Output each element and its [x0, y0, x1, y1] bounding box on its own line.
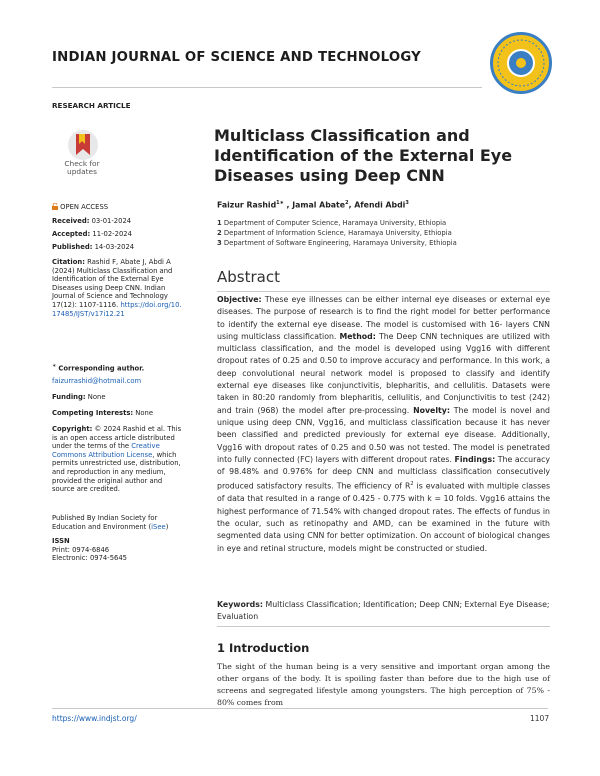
- footer-divider: [52, 708, 548, 709]
- citation-block: [52, 258, 184, 318]
- author-sep: ,: [283, 200, 293, 210]
- title-line-3: Diseases using Deep CNN: [214, 166, 445, 185]
- findings-text-post: is evaluated with multiple classes of data that resulted in a range of 0.425 - 0.775 with k = 10 folds. Vgg16 attains the highest performance of 71.54% with changed dropout rates. The effects of fundus in the ocular, such as retinopathy and AMD, can be examined in the future with segmented data using CNN for better optimization. On account of biological changes in eye and retinal structure, models might be constructed or studied.: [217, 482, 551, 553]
- published-label: Published:: [52, 243, 93, 251]
- method-label: Method:: [339, 331, 376, 341]
- title-line-1: Multiclass Classification and: [214, 126, 470, 145]
- accepted-value: 11-02-2024: [92, 230, 132, 238]
- funding: [52, 393, 184, 402]
- author-sep: ,: [348, 200, 355, 210]
- corresponding-author: [52, 362, 184, 373]
- received-label: Received:: [52, 217, 90, 225]
- keywords-block: [217, 599, 550, 624]
- publisher-text: Published By Indian Society for Education and Environment (: [52, 514, 158, 531]
- aff-text: Department of Computer Science, Haramaya University, Ethiopia: [223, 219, 447, 227]
- asterisk: ∗: [52, 363, 57, 369]
- cc-license-link[interactable]: Creative Commons Attribution License: [52, 442, 160, 459]
- novelty-label: Novelty:: [413, 405, 450, 415]
- findings-sup: 2: [410, 481, 414, 488]
- copyright-text-post: , which permits unrestricted use, distribution, and reproduction in any medium, provided the original author and source are credited.: [52, 450, 181, 494]
- abstract-divider: [217, 291, 550, 292]
- issn-label: ISSN: [52, 537, 70, 545]
- open-lock-icon: [52, 203, 58, 210]
- objective-text: These eye illnesses can be either internal eye diseases or external eye diseases. The purpose of research is to find the right model for better performance to identify the external eye disease. The model is customised with 16- layers CNN using multiclass classification.: [217, 295, 550, 341]
- objective-label: Objective:: [217, 295, 262, 304]
- abstract-heading: Abstract: [217, 268, 280, 286]
- badge-line2: updates: [67, 167, 97, 176]
- aff-num: 3: [217, 239, 222, 247]
- method-text: The Deep CNN techniques are utilized with multiclass classification, and the model is developed using Vgg16 with different dropout rates of 0.25 and 0.50 to improve accuracy and performance. In this work, a deep convolutional neural network model is proposed to classify and identify external eye diseases like conjunctivitis, blepharitis, and cellulitis. Datasets were taken in 80:20 randomly from blepharitis, cellulitis, and Conjunctivitis to test (242) and train (968) the model after pre-processing.: [217, 331, 550, 415]
- affiliation-1: [217, 219, 446, 227]
- findings-label: Findings:: [454, 454, 496, 464]
- findings-text: The accuracy of 98.48% and 0.976% for deep CNN and multiclass classification consecutively produced satisfactory results. The efficiency of R: [217, 454, 551, 492]
- copyright-block: [52, 425, 184, 494]
- author-3: Afendi Abdi: [354, 200, 406, 210]
- issn-print: Print: 0974-6846: [52, 545, 110, 554]
- aff-text: Department of Software Engineering, Haramaya University, Ethiopia: [223, 239, 457, 247]
- affiliation-3: [217, 239, 457, 247]
- copyright-text: © 2024 Rashid et al. This is an open access article distributed under the terms of the: [52, 425, 182, 451]
- keywords-divider: [217, 626, 550, 627]
- copyright-label: Copyright:: [52, 425, 93, 433]
- isee-link[interactable]: iSee: [151, 522, 166, 531]
- citation-label: Citation:: [52, 258, 85, 266]
- article-title: [214, 126, 514, 186]
- aff-num: 2: [217, 229, 222, 237]
- aff-num: 1: [217, 219, 222, 227]
- footer-url-link[interactable]: https://www.indjst.org/: [52, 714, 137, 723]
- citation-doi-link[interactable]: https://doi.org/10.17485/IJST/v17i12.21: [52, 300, 182, 318]
- author-2-sup: 2: [345, 200, 349, 206]
- abstract-body: [217, 294, 550, 555]
- published-date: [52, 243, 184, 252]
- author-2: Jamal Abate: [292, 200, 346, 210]
- header-divider: [52, 87, 482, 88]
- author-3-sup: 3: [405, 200, 409, 206]
- citation-text: Rashid F, Abate J, Abdi A (2024) Multiclass Classification and Identification of the External Eye Diseases using Deep CNN. Indian Journal of Science and Technology 17(12): 1107-1116.: [52, 258, 173, 309]
- competing-interests: [52, 409, 184, 418]
- accepted-date: [52, 230, 184, 239]
- publisher-text-post: ): [165, 522, 169, 531]
- introduction-heading: 1 Introduction: [217, 641, 310, 655]
- funding-value: None: [87, 393, 106, 401]
- page-number: 1107: [530, 714, 550, 723]
- accepted-label: Accepted:: [52, 230, 91, 238]
- novelty-text: The model is novel and unique using deep CNN, Vgg16, and multiclass classification because it has never been classified and predicted previously for external eye disease. Additionally, Vgg16 with dropout rates of 0.25 and 0.50 was not tested. The model is penetrated into fully connected (FC) layers with different dropout rates.: [217, 405, 550, 464]
- ci-label: Competing Interests:: [52, 409, 134, 417]
- funding-label: Funding:: [52, 393, 86, 401]
- title-line-2: Identification of the External Eye: [214, 146, 513, 165]
- author-list: [217, 200, 409, 210]
- affiliation-2: [217, 229, 452, 237]
- check-for-updates-label: [60, 160, 104, 176]
- badge-line1: Check for: [64, 159, 100, 168]
- keywords-label: Keywords:: [217, 600, 264, 609]
- received-date: [52, 217, 184, 226]
- issn-electronic: Electronic: 0974-5645: [52, 554, 128, 563]
- bookmark-update-icon: [58, 128, 108, 162]
- issn-block: [52, 537, 184, 563]
- author-1: Faizur Rashid: [217, 200, 277, 210]
- received-value: 03-01-2024: [91, 217, 132, 225]
- corr-label: Corresponding author.: [58, 364, 145, 373]
- open-access-label: [52, 203, 184, 212]
- introduction-text: The sight of the human being is a very sensitive and important organ among the other organs of the body. It is spoiling faster than before due to the high use of screens and segregated lifestyle among youngsters. The high perception of 75% - 80% comes from: [217, 662, 550, 707]
- journal-title: INDIAN JOURNAL OF SCIENCE AND TECHNOLOGY: [52, 50, 422, 65]
- journal-seal-logo: [490, 32, 552, 94]
- open-access-text: OPEN ACCESS: [60, 203, 109, 211]
- article-type: RESEARCH ARTICLE: [52, 101, 131, 110]
- aff-text: Department of Information Science, Haramaya University, Ethiopia: [223, 229, 452, 237]
- ci-value: None: [135, 409, 154, 417]
- corr-email-link[interactable]: faizurrashid@hotmail.com: [52, 377, 142, 385]
- keywords-text: Multiclass Classification; Identification; Deep CNN; External Eye Disease; Evaluation: [217, 600, 550, 622]
- publisher-block: [52, 514, 184, 531]
- published-value: 14-03-2024: [94, 243, 135, 251]
- author-1-sup: 1∗: [276, 200, 284, 206]
